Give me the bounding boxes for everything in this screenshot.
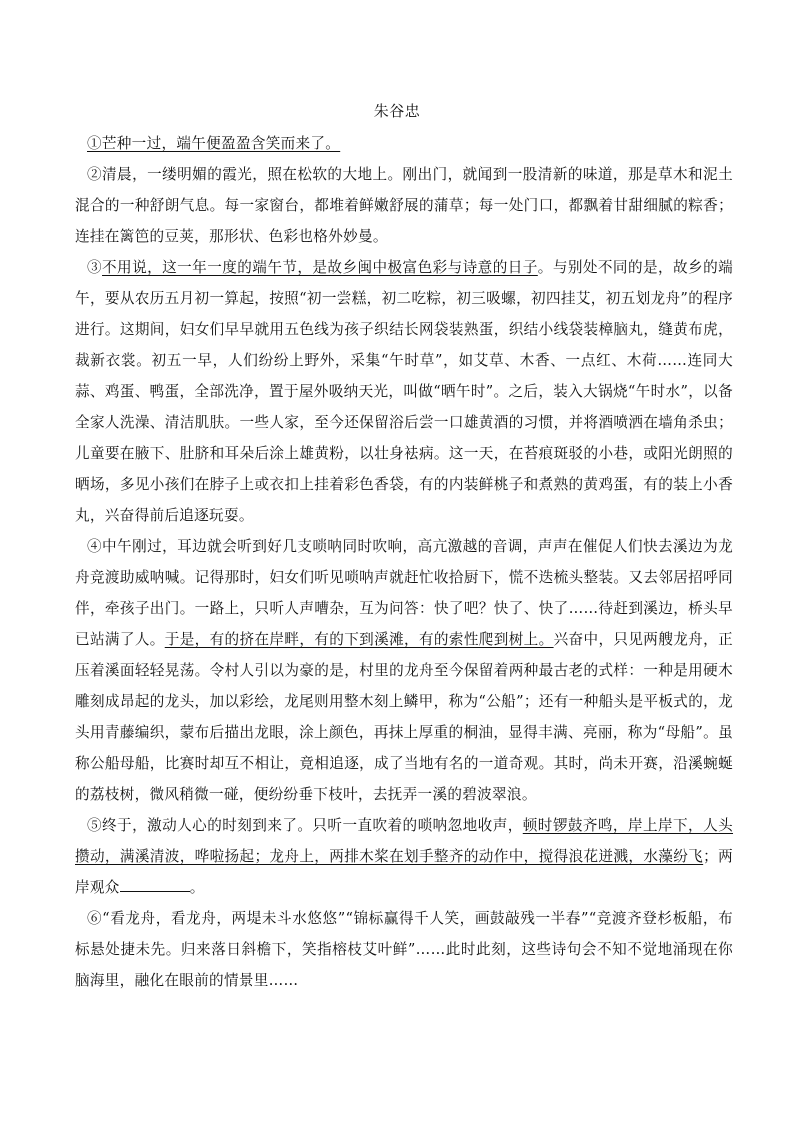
paragraph-4	[75, 531, 733, 810]
paragraph-5-end: 。	[189, 879, 205, 896]
paragraph-5-after: ；两岸观众	[75, 848, 733, 896]
fill-in-blank[interactable]	[120, 873, 190, 892]
article-body	[75, 128, 733, 996]
paragraph-3-rest: 。与别处不同的是，故乡的端午，要从农历五月初一算起，按照“初一尝糕，初二吃粽，初三吸螺，初四挂艾，初五划龙舟”的程序进行。这期间，妇女们早早就用五色线为孩子织结长网袋装熟蛋，织结小线袋装樟脑丸，缝黄布虎，裁新衣裳。初五一早，人们纷纷上野外，采集“午时草”，如艾草、木香、一点红、木荷……连同大蒜、鸡蛋、鸭蛋，全部洗净，置于屋外吸纳天光，叫做“晒午时”。之后，装入大锅烧“午时水”，以备全家人洗澡、清洁肌肤。一些人家，至今还保留浴后尝一口雄黄酒的习惯，并将酒喷洒在墙角杀虫；儿童要在腋下、肚脐和耳朵后涂上雄黄粉，以壮身袪病。这一天，在苔痕斑驳的小巷，或阳光朗照的晒场，多见小孩们在脖子上或衣扣上挂着彩色香袋，有的内装鲜桃子和煮熟的黄鸡蛋，有的装上小香丸，兴奋得前后追逐玩耍。	[75, 259, 734, 524]
paragraph-6: ⑥“看龙舟，看龙舟，两堤未斗水悠悠”“锦标赢得千人笑，画鼓敲残一半春”“竞渡齐登杉板船，布标悬处捷未先。归来落日斜檐下，笑指榕枝艾叶鲜”……此时此刻，这些诗句会不知不觉地涌现在你脑海里，融化在眼前的情景里……	[75, 910, 733, 989]
paragraph-1	[75, 128, 733, 159]
paragraph-2: ②清晨，一缕明媚的霞光，照在松软的大地上。刚出门，就闻到一股清新的味道，那是草木和泥土混合的一种舒朗气息。每一家窗台，都堆着鲜嫩舒展的蒲草；每一处门口，都飘着甘甜细腻的粽香；连挂在篱笆的豆荚，那形状、色彩也格外妙曼。	[75, 166, 733, 245]
paragraph-5	[75, 810, 733, 903]
paragraph-3-prefix: ③	[87, 259, 103, 276]
paragraph-4-after: 兴奋中，只见两艘龙舟，正压着溪面轻轻晃荡。令村人引以为豪的是，村里的龙舟至今保留着两种最古老的式样：一种是用硬木雕刻成昂起的龙头，加以彩绘，龙尾则用整木刻上鳞甲，称为“公船”；还有一种船头是平板式的，龙头用青藤编织，蒙布后描出龙眼，涂上颜色，再抹上厚重的桐油，显得丰满、亮丽，称为“母船”。虽称公船母船，比赛时却互不相让，竟相追逐，成了当地有名的一道奇观。其时，尚未开赛，沿溪蜿蜒的荔枝树，微风稍微一碰，便纷纷垂下枝叶，去抚弄一溪的碧波翠浪。	[75, 631, 733, 803]
paragraph-3-underlined: 不用说，这一年一度的端午节，是故乡闽中极富色彩与诗意的日子	[102, 259, 538, 276]
paragraph-4-before: ④中午刚过，耳边就会听到好几支唢呐同时吹响，高亢激越的音调，声声在催促人们快去溪边为龙舟竞渡助威呐喊。记得那时，妇女们听见唢呐声就赶忙收拾厨下，慌不迭梳头整装。又去邻居招呼同伴，牵孩子出门。一路上，只听人声嘈杂，互为问答：快了吧？快了、快了……待赶到溪边，桥头早已站满了人。	[75, 538, 733, 648]
paragraph-1-underlined: ①芒种一过，端午便盈盈含笑而来了。	[87, 135, 341, 152]
paragraph-5-before: ⑤终于，激动人心的时刻到来了。只听一直吹着的唢呐忽地收声，	[87, 817, 523, 834]
author-name: 朱谷忠	[373, 102, 421, 120]
paragraph-3	[75, 252, 733, 531]
paragraph-4-underlined: 于是，有的挤在岸畔，有的下到溪滩，有的索性爬到树上。	[164, 631, 554, 648]
paragraph-5-underlined: 顿时锣鼓齐鸣，岸上岸下，人头攒动，满溪清波，哗啦扬起；龙舟上，两排木桨在划手整齐的动作中，搅得浪花迸溅，水藻纷飞	[75, 817, 734, 865]
